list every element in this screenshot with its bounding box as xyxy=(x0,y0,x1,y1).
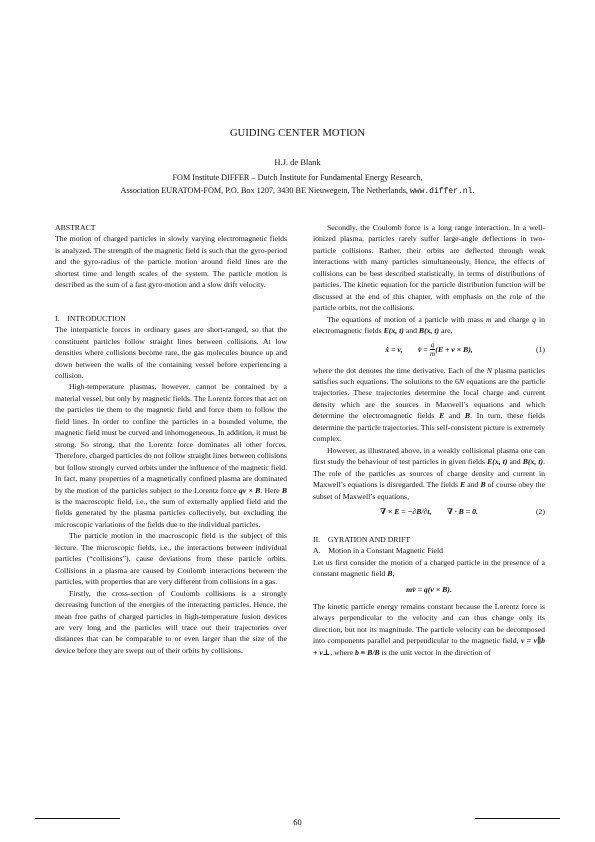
section-2-heading: II. GYRATION AND DRIFT xyxy=(313,534,411,544)
affiliation-url[interactable]: www.differ.nl xyxy=(409,187,473,196)
s2p2-text-a: The kinetic particle energy remains constant because the Lorentz force is always perpendicular to the velocity and can thus change only its direction, but not its magnitude. The particle velocity can be decomposed into components parallel and perpendicular to the magnetic field, xyxy=(313,601,545,646)
affiliation-line-1: FOM Institute DIFFER – Dutch Institute for Fundamental Energy Research, xyxy=(172,173,423,182)
intro-paragraph-5: Secondly, the Coulomb force is a long range interaction. In a well-ionized plasma, particles rarely suffer large-angle deflections in two-particle collisions. Rather, their orbits are deflected through weak interactions with many particles simultaneously. Hence, the effects of collisions can be best described statistically, in terms of distributions of particles. The kinetic equation for the particle distribution function will be discussed at the end of this chapter, with emphasis on the role of the particle orbits, not the collisions. xyxy=(313,223,545,313)
p8-b-symbol: B xyxy=(480,480,486,490)
p8-e-field: E(x, t) xyxy=(487,457,508,467)
equation-1 xyxy=(313,339,545,361)
intro-paragraph-2 xyxy=(55,381,287,530)
p7-text-e: . In turn, these fields determine the particle trajectories. This self-consistent picture is extremely complex. xyxy=(313,411,545,444)
abstract-text: The motion of charged particles in slowly varying electromagnetic fields is analyzed. The strength of the magnetic field is such that the gyro-period and the gyro-radius of the particle motion around field lines are the shortest time and length scales of the system. The particle motion is described as the sum of a fast gyro-motion and a slow drift velocity. xyxy=(55,234,287,290)
eq1-right-post: (E + v × B), xyxy=(435,344,473,354)
intro-p2-text: High-temperature plasmas, however, cannot be contained by a material vessel, but only by magnetic fields. The Lorentz forces that act on the particles tie them to the magnetic field and force them to follow the field lines. In order to confine the particles in a bounded volume, the magnetic field must be curved and inhomogeneous. In addition, it must be strong. So strong, that the Lorentz force dominates all other forces. Therefore, charged particles do not follow straight lines between collisions but follow strongly curved orbits under the influence of the magnetic field. In fact, many properties of a magnetically confined plasma are dominated by the motion of the particles subject to the Lorentz force xyxy=(55,382,288,495)
intro-paragraph-8 xyxy=(313,445,545,502)
author-name: H.J. de Blank xyxy=(274,157,321,167)
eq1-frac-den: m xyxy=(429,350,436,359)
abstract-heading: ABSTRACT xyxy=(55,223,96,232)
gyration-paragraph-1 xyxy=(313,557,545,580)
p8-e-symbol: E xyxy=(460,480,466,490)
eq1-frac-num: q xyxy=(430,341,435,350)
p8-text-d: and xyxy=(465,480,481,490)
intro-paragraph-1: The interparticle forces in ordinary gases are short-ranged, so that the constituent particles follow straight lines between collisions. At low densities where collisions become rare, the gas molecules bounce up and down between the walls of the containing vessel before experiencing a collision. xyxy=(55,325,287,380)
affiliation-address: Association EURATOM-FOM, P.O. Box 1207, 3430 BE Nieuwegein, The Netherlands, xyxy=(120,186,408,195)
subsection-a-heading: A. Motion in a Constant Magnetic Field xyxy=(313,546,444,556)
intro-paragraph-6 xyxy=(313,314,545,337)
p7-text-b: plasma particles satisfies such equations. The solutions to the 6 xyxy=(313,365,545,386)
e-symbol: E xyxy=(439,411,445,421)
right-column xyxy=(313,222,545,658)
mass-symbol: m xyxy=(486,314,492,324)
affiliation xyxy=(0,171,595,198)
intro-p2-mid: . Here xyxy=(260,485,282,495)
n-symbol-2: N xyxy=(458,376,465,386)
unit-vector-definition: b ≡ B/B xyxy=(354,647,380,657)
magnetic-field-symbol: B(x, t) xyxy=(418,326,440,336)
left-column xyxy=(55,222,287,656)
p6-text-e: are, xyxy=(439,326,453,336)
equation-2-number: (2) xyxy=(535,506,545,516)
velocity-decomposition: v = v∥b + v⊥ xyxy=(313,636,545,657)
electric-field-symbol: E(x, t) xyxy=(383,326,404,336)
lorentz-force-symbol: qv × B xyxy=(238,485,261,495)
eq2-left: ∇ × E = −∂B/∂t, xyxy=(380,506,432,516)
p6-text-b: and charge xyxy=(491,314,533,324)
gyration-paragraph-2 xyxy=(313,601,545,658)
p6-text-d: and xyxy=(403,326,419,336)
p8-b-field: B(x, t) xyxy=(522,457,544,467)
eq1-right-pre: v̇ = xyxy=(418,344,428,354)
eq1-left: ẋ = v, xyxy=(385,344,403,354)
charge-symbol: q xyxy=(532,314,537,324)
s2p1-text-a: Let us first consider the motion of a charged particle in the presence of a constant magnetic field xyxy=(313,557,545,579)
n-symbol: N xyxy=(486,365,492,375)
p8-text-e: of course obey the subset of Maxwell’s equations, xyxy=(313,480,545,501)
b-symbol: B xyxy=(464,411,471,421)
p8-text-c: . The role of the particles as sources of charge density and current in Maxwell’s equations is disregarded. The fields xyxy=(313,457,545,490)
macroscopic-field-symbol: B xyxy=(281,485,287,495)
p6-text-a: The equations of motion of a particle with mass xyxy=(327,314,487,324)
s2p2-text-b: , where xyxy=(330,647,355,657)
eq2-right: ∇ · B = 0. xyxy=(446,506,478,516)
intro-paragraph-4: Firstly, the cross-section of Coulomb collisions is a strongly decreasing function of the energies of the interacting particles. Hence, the mean free paths of charged particles in high-temperature fusion devices are very long and the particles will trace out their trajectories over distances that can be comparable to or even larger than the size of the device before they are swept out of their orbits by collisions. xyxy=(55,588,287,655)
s2p1-b-symbol: B xyxy=(387,569,393,579)
s2p2-text-c: is the unit vector in the direction of xyxy=(379,647,491,657)
p8-text-a: However, as illustrated above, in a weakly collisional plasma one can first study the behaviour of test particles in given fields xyxy=(313,445,545,467)
paper-title: GUIDING CENTER MOTION xyxy=(229,128,366,139)
p6-text-c: in electromagnetic fields xyxy=(313,314,546,336)
s2p1-text-b: , xyxy=(392,569,395,579)
eq3-text: mv̇ = q(v × B). xyxy=(406,584,452,594)
page-number: 60 xyxy=(293,817,302,827)
intro-paragraph-7 xyxy=(313,365,545,445)
section-1-heading: I. INTRODUCTION xyxy=(55,313,126,323)
p7-text-a: where the dot denotes the time derivative. Each of the xyxy=(313,365,487,375)
equation-3 xyxy=(313,582,545,597)
equation-1-number: (1) xyxy=(535,344,545,354)
p7-text-d: and xyxy=(444,411,465,421)
intro-paragraph-3: The particle motion in the macroscopic field is the subject of this lecture. The microscopic fields, i.e., the interactions between individual particles (“collisions”), cause deviations from these particle orbits. Collisions in a plasma are caused by Coulomb interactions between the particles, with properties that are very different from collisions in a gas. xyxy=(55,531,287,587)
footer-rule-right xyxy=(475,818,560,819)
p8-text-b: and xyxy=(507,457,523,467)
intro-p2-end: is the macroscopic field, i.e., the sum of externally applied field and the fields generated by the plasma particles collectively, but excluding the microscopic variations of the fields due to the individual particles. xyxy=(55,496,287,529)
equation-2 xyxy=(313,504,545,519)
p7-text-c: equations are the particle trajectories. These trajectories determine the local charge and current density which are the sources in Maxwell’s equations and which determine the electromagnetic fields xyxy=(313,376,545,421)
affiliation-line-2: Association EURATOM-FOM, P.O. Box 1207, 3430 BE Nieuwegein, The Netherlands, www.differ.nl. xyxy=(120,186,475,196)
